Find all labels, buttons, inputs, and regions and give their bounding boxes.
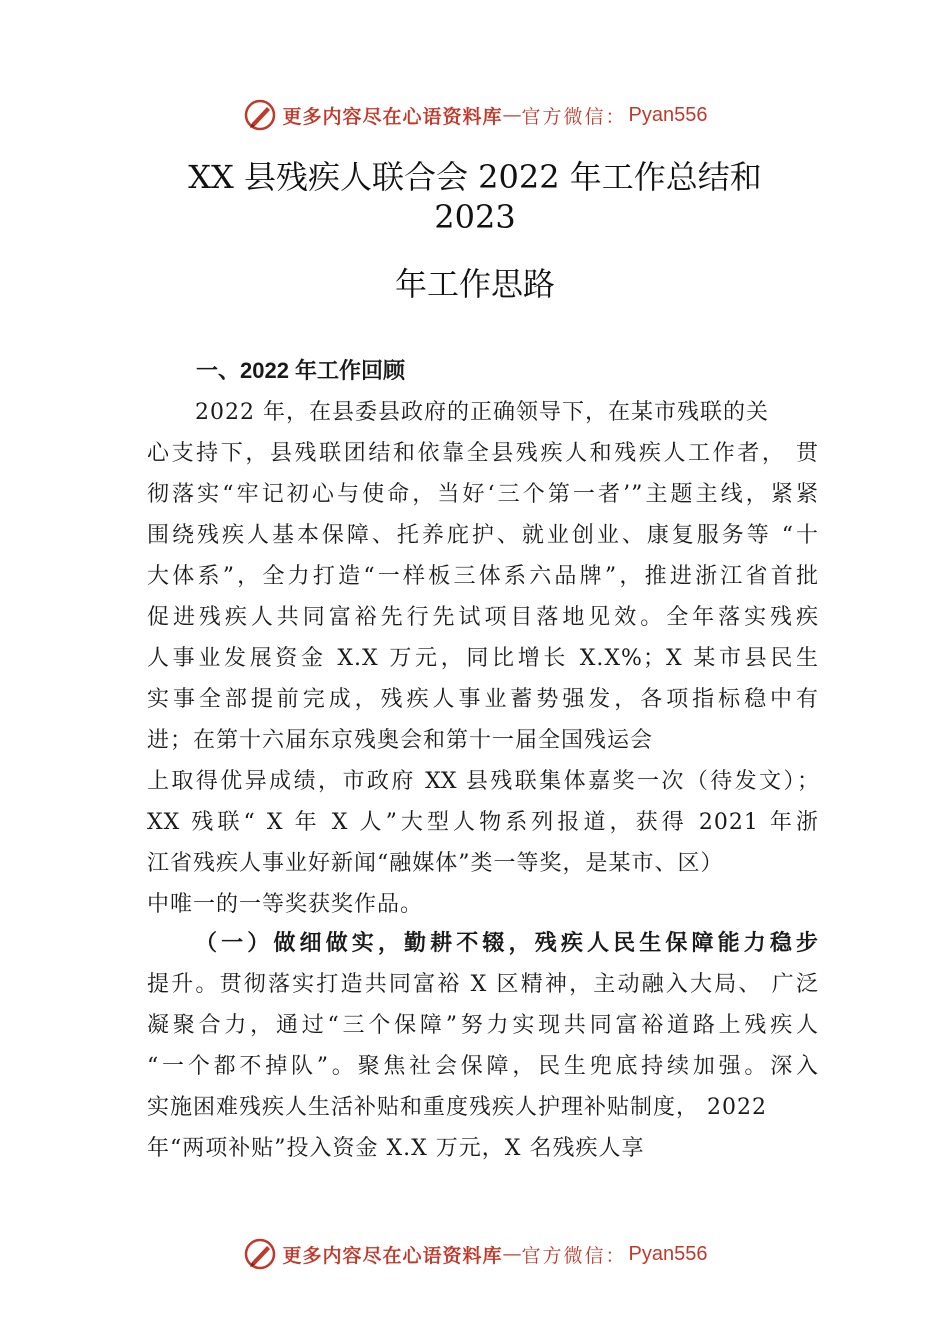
text-line: 心支持下，县残联团结和依靠全县残疾人和残疾人工作者， 贯 <box>147 441 819 466</box>
watermark-wechat-label: 官方微信： <box>521 1244 627 1267</box>
pen-logo-icon <box>243 1237 277 1271</box>
watermark-separator: — <box>502 1243 522 1265</box>
text-line: 上取得优异成绩，市政府 XX 县残联集体嘉奖一次（待发文）； <box>147 769 819 794</box>
subsection-heading: （一）做细做实，勤耕不辍，残疾人民生保障能力稳步 <box>195 930 819 956</box>
text-line: 围绕残疾人基本保障、托养庇护、就业创业、康复服务等 “十 <box>147 523 819 548</box>
text-line: 实施困难残疾人生活补贴和重度残疾人护理补贴制度， 2022 <box>147 1095 767 1120</box>
paragraph-livelihood <box>147 923 819 1169</box>
watermark-text: 更多内容尽在心语资料库 <box>282 1244 503 1267</box>
text-line: 江省残疾人事业好新闻“融媒体”类一等奖，是某市、区） <box>147 851 724 876</box>
watermark-text: 更多内容尽在心语资料库 <box>282 105 503 128</box>
watermark-wechat-label: 官方微信： <box>521 105 627 128</box>
text-line: 年“两项补贴”投入资金 X.X 万元，X 名残疾人享 <box>147 1136 645 1161</box>
paragraph-review <box>147 392 819 925</box>
text-line: 提升。贯彻落实打造共同富裕 X 区精神，主动融入大局、 广泛 <box>147 972 819 997</box>
text-line: 进；在第十六届东京残奥会和第十一届全国残运会 <box>147 728 654 753</box>
document-title-line3: 年工作思路 <box>394 265 555 303</box>
text-line: XX 残联“ X 年 X 人”大型人物系列报道，获得 2021 年浙 <box>147 810 819 835</box>
pen-logo-icon <box>243 98 277 132</box>
watermark-wechat-id: Pyan556 <box>628 1242 708 1265</box>
text-line: 大体系”，全力打造“一样板三体系六品牌”，推进浙江省首批 <box>147 564 819 589</box>
text-line: 2022 年，在县委县政府的正确领导下，在某市残联的关 <box>195 400 769 425</box>
document-title-line2: 2023 <box>434 198 516 236</box>
watermark-banner-top <box>0 95 950 135</box>
text-line: 中唯一的一等奖获奖作品。 <box>147 892 424 917</box>
watermark-separator: — <box>502 104 522 126</box>
watermark-wechat-id: Pyan556 <box>628 103 708 126</box>
document-title-line1: XX 县残疾人联合会 2022 年工作总结和 <box>188 158 762 196</box>
text-line: “一个都不掉队”。聚焦社会保障，民生兜底持续加强。深入 <box>147 1054 819 1079</box>
text-line: 促进残疾人共同富裕先行先试项目落地见效。全年落实残疾 <box>147 605 819 630</box>
text-line: 凝聚合力，通过“三个保障”努力实现共同富裕道路上残疾人 <box>147 1013 819 1038</box>
text-line: 人事业发展资金 X.X 万元，同比增长 X.X%；X 某市县民生 <box>147 646 819 671</box>
section-heading: 一、2022 年工作回顾 <box>196 358 406 383</box>
watermark-banner-bottom <box>0 1234 950 1274</box>
text-line: 实事全部提前完成，残疾人事业蓄势强发，各项指标稳中有 <box>147 687 819 712</box>
text-line: 彻落实“牢记初心与使命，当好‘三个第一者’”主题主线，紧紧 <box>147 482 819 507</box>
